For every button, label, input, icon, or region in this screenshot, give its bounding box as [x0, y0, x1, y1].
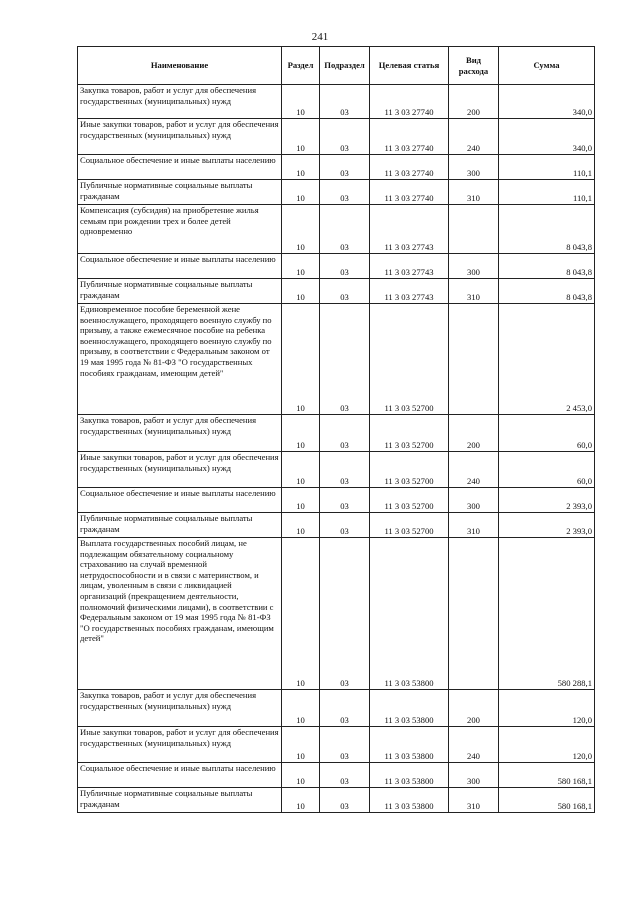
table-row [78, 180, 595, 205]
cell-name: Публичные нормативные социальные выплаты гражданам [78, 513, 282, 538]
cell-vid: 300 [449, 155, 499, 180]
cell-razdel: 10 [282, 452, 320, 488]
cell-razdel: 10 [282, 690, 320, 727]
cell-razdel: 10 [282, 788, 320, 813]
cell-name: Компенсация (субсидия) на приобретение жилья семьям при рождении трех и более детей одновременно [78, 205, 282, 254]
budget-table [77, 46, 595, 813]
cell-vid: 310 [449, 513, 499, 538]
cell-name: Иные закупки товаров, работ и услуг для обеспечения государственных (муниципальных) нужд [78, 452, 282, 488]
cell-podrazdel: 03 [320, 119, 370, 155]
cell-celevaya: 11 3 03 52700 [370, 304, 449, 415]
cell-vid: 240 [449, 119, 499, 155]
cell-podrazdel: 03 [320, 788, 370, 813]
cell-name: Публичные нормативные социальные выплаты гражданам [78, 788, 282, 813]
cell-vid: 300 [449, 488, 499, 513]
cell-name: Закупка товаров, работ и услуг для обеспечения государственных (муниципальных) нужд [78, 690, 282, 727]
cell-razdel: 10 [282, 279, 320, 304]
cell-vid: 200 [449, 690, 499, 727]
cell-summa: 110,1 [499, 155, 595, 180]
table-row [78, 538, 595, 690]
cell-podrazdel: 03 [320, 513, 370, 538]
cell-summa: 580 168,1 [499, 788, 595, 813]
cell-name: Закупка товаров, работ и услуг для обеспечения государственных (муниципальных) нужд [78, 415, 282, 452]
cell-celevaya: 11 3 03 27740 [370, 155, 449, 180]
table-row [78, 304, 595, 415]
cell-summa: 2 453,0 [499, 304, 595, 415]
header-razdel: Раздел [282, 47, 320, 85]
table-row [78, 488, 595, 513]
table-row [78, 727, 595, 763]
cell-summa: 8 043,8 [499, 205, 595, 254]
cell-summa: 580 168,1 [499, 763, 595, 788]
cell-name: Социальное обеспечение и иные выплаты населению [78, 763, 282, 788]
table-row [78, 205, 595, 254]
cell-summa: 2 393,0 [499, 488, 595, 513]
cell-celevaya: 11 3 03 53800 [370, 690, 449, 727]
cell-celevaya: 11 3 03 52700 [370, 488, 449, 513]
cell-name: Единовременное пособие беременной жене военнослужащего, проходящего военную службу по призыву, а также ежемесячное пособие на ребенка военнослужащего, проходящего военную службу по призыву, в соответствии с Федеральным законом от 19 мая 1995 года № 81-ФЗ "О государственных пособиях гражданам, имеющим детей" [78, 304, 282, 415]
cell-name: Закупка товаров, работ и услуг для обеспечения государственных (муниципальных) нужд [78, 85, 282, 119]
cell-name: Иные закупки товаров, работ и услуг для обеспечения государственных (муниципальных) нужд [78, 727, 282, 763]
cell-podrazdel: 03 [320, 85, 370, 119]
cell-celevaya: 11 3 03 27740 [370, 180, 449, 205]
cell-podrazdel: 03 [320, 538, 370, 690]
cell-vid: 310 [449, 788, 499, 813]
cell-celevaya: 11 3 03 53800 [370, 763, 449, 788]
cell-name: Социальное обеспечение и иные выплаты населению [78, 155, 282, 180]
cell-name: Выплата государственных пособий лицам, не подлежащим обязательному социальному страхованию на случай временной нетрудоспособности и в связи с материнством, и лицам, уволенным в связи с ликвидацией организаций (прекращением деятельности, полномочий физическими лицами), в соответствии с Федеральным законом от 19 мая 1995 года № 81-ФЗ "О государственных пособиях гражданам, имеющим детей" [78, 538, 282, 690]
table-row [78, 85, 595, 119]
header-name: Наименование [78, 47, 282, 85]
cell-podrazdel: 03 [320, 488, 370, 513]
header-summa: Сумма [499, 47, 595, 85]
table-row [78, 119, 595, 155]
cell-name: Публичные нормативные социальные выплаты гражданам [78, 279, 282, 304]
cell-vid [449, 538, 499, 690]
cell-summa: 2 393,0 [499, 513, 595, 538]
cell-vid: 240 [449, 452, 499, 488]
cell-podrazdel: 03 [320, 690, 370, 727]
cell-podrazdel: 03 [320, 155, 370, 180]
cell-summa: 110,1 [499, 180, 595, 205]
cell-podrazdel: 03 [320, 180, 370, 205]
cell-celevaya: 11 3 03 27740 [370, 119, 449, 155]
cell-razdel: 10 [282, 180, 320, 205]
table-row [78, 690, 595, 727]
table-row [78, 763, 595, 788]
cell-summa: 340,0 [499, 119, 595, 155]
cell-summa: 60,0 [499, 415, 595, 452]
cell-celevaya: 11 3 03 53800 [370, 727, 449, 763]
cell-summa: 340,0 [499, 85, 595, 119]
cell-vid: 200 [449, 85, 499, 119]
cell-razdel: 10 [282, 727, 320, 763]
cell-vid: 310 [449, 279, 499, 304]
table-row [78, 452, 595, 488]
cell-name: Публичные нормативные социальные выплаты гражданам [78, 180, 282, 205]
cell-celevaya: 11 3 03 52700 [370, 452, 449, 488]
cell-razdel: 10 [282, 205, 320, 254]
cell-summa: 120,0 [499, 690, 595, 727]
cell-podrazdel: 03 [320, 415, 370, 452]
cell-vid: 200 [449, 415, 499, 452]
cell-podrazdel: 03 [320, 763, 370, 788]
cell-razdel: 10 [282, 488, 320, 513]
cell-vid: 310 [449, 180, 499, 205]
cell-vid [449, 304, 499, 415]
cell-name: Социальное обеспечение и иные выплаты населению [78, 254, 282, 279]
cell-razdel: 10 [282, 119, 320, 155]
cell-vid: 240 [449, 727, 499, 763]
cell-celevaya: 11 3 03 52700 [370, 415, 449, 452]
cell-vid: 300 [449, 254, 499, 279]
cell-razdel: 10 [282, 538, 320, 690]
cell-razdel: 10 [282, 304, 320, 415]
table-row [78, 513, 595, 538]
cell-podrazdel: 03 [320, 254, 370, 279]
cell-celevaya: 11 3 03 27743 [370, 254, 449, 279]
cell-razdel: 10 [282, 254, 320, 279]
cell-name: Иные закупки товаров, работ и услуг для обеспечения государственных (муниципальных) нужд [78, 119, 282, 155]
cell-celevaya: 11 3 03 27743 [370, 205, 449, 254]
header-vid: Вид расхода [449, 47, 499, 85]
cell-podrazdel: 03 [320, 452, 370, 488]
cell-podrazdel: 03 [320, 727, 370, 763]
cell-podrazdel: 03 [320, 279, 370, 304]
table-row [78, 279, 595, 304]
cell-razdel: 10 [282, 155, 320, 180]
table-row [78, 155, 595, 180]
cell-summa: 8 043,8 [499, 254, 595, 279]
table-row [78, 788, 595, 813]
cell-podrazdel: 03 [320, 304, 370, 415]
cell-podrazdel: 03 [320, 205, 370, 254]
cell-name: Социальное обеспечение и иные выплаты населению [78, 488, 282, 513]
cell-summa: 8 043,8 [499, 279, 595, 304]
table-header-row [78, 47, 595, 85]
cell-summa: 60,0 [499, 452, 595, 488]
cell-celevaya: 11 3 03 27740 [370, 85, 449, 119]
header-celevaya: Целевая статья [370, 47, 449, 85]
cell-razdel: 10 [282, 513, 320, 538]
cell-celevaya: 11 3 03 27743 [370, 279, 449, 304]
cell-summa: 580 288,1 [499, 538, 595, 690]
cell-celevaya: 11 3 03 52700 [370, 513, 449, 538]
cell-razdel: 10 [282, 763, 320, 788]
cell-celevaya: 11 3 03 53800 [370, 538, 449, 690]
cell-razdel: 10 [282, 85, 320, 119]
cell-razdel: 10 [282, 415, 320, 452]
cell-celevaya: 11 3 03 53800 [370, 788, 449, 813]
table-row [78, 415, 595, 452]
table-row [78, 254, 595, 279]
cell-vid [449, 205, 499, 254]
cell-vid: 300 [449, 763, 499, 788]
header-podrazdel: Подраздел [320, 47, 370, 85]
cell-summa: 120,0 [499, 727, 595, 763]
page-number: 241 [311, 31, 329, 43]
